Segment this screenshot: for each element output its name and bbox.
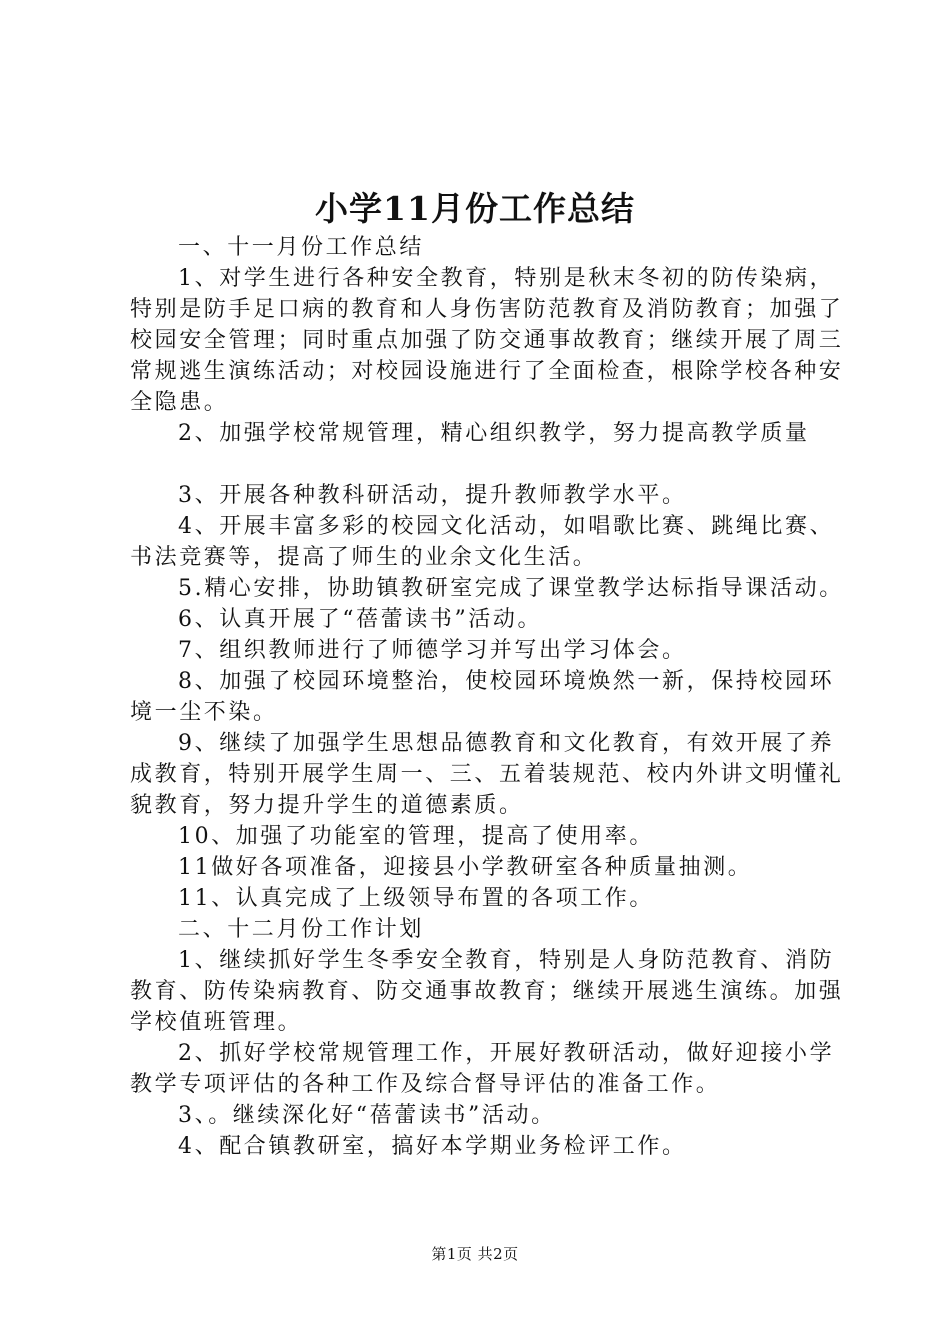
paragraph-item: 7、组织教师进行了师德学习并写出学习体会。 [178, 638, 687, 663]
paragraph-item: 2、抓好学校常规管理工作，开展好教研活动，做好迎接小学教学专项评估的各种工作及综合督导评估的准备工作。 [130, 1041, 835, 1097]
page-number-footer: 第1页 共2页 [431, 1245, 519, 1263]
paragraph-item: 11、认真完成了上级领导布置的各项工作。 [178, 886, 654, 911]
paragraph-item: 4、开展丰富多彩的校园文化活动，如唱歌比赛、跳绳比赛、书法竞赛等，提高了师生的业余文化生活。 [130, 514, 835, 570]
paragraph-item: 8、加强了校园环境整治，使校园环境焕然一新，保持校园环境一尘不染。 [130, 669, 835, 725]
paragraph-item: 3、。继续深化好“蓓蕾读书”活动。 [178, 1103, 556, 1128]
paragraph-item: 1、继续抓好学生冬季安全教育，特别是人身防范教育、消防教育、防传染病教育、防交通事故教育；继续开展逃生演练。加强学校值班管理。 [130, 948, 844, 1035]
document-title: 小学11月份工作总结 [315, 189, 635, 228]
paragraph-item: 10、加强了功能室的管理，提高了使用率。 [178, 824, 654, 849]
section-heading-december: 二、十二月份工作计划 [178, 917, 425, 942]
paragraph-item: 2、加强学校常规管理，精心组织教学，努力提高教学质量 [178, 421, 810, 446]
document-body [130, 232, 855, 1162]
paragraph-item: 4、配合镇教研室，搞好本学期业务检评工作。 [178, 1134, 687, 1159]
paragraph-item: 5.精心安排，协助镇教研室完成了课堂教学达标指导课活动。 [178, 576, 844, 601]
section-heading-november: 一、十一月份工作总结 [178, 235, 425, 260]
blank-line [130, 449, 855, 480]
paragraph-item: 6、认真开展了“蓓蕾读书”活动。 [178, 607, 543, 632]
paragraph-item: 9、继续了加强学生思想品德教育和文化教育，有效开展了养成教育，特别开展学生周一、三、五着装规范、校内外讲文明懂礼貌教育，努力提升学生的道德素质。 [130, 731, 844, 818]
paragraph-item: 1、对学生进行各种安全教育，特别是秋末冬初的防传染病，特别是防手足口病的教育和人身伤害防范教育及消防教育；加强了校园安全管理；同时重点加强了防交通事故教育；继续开展了周三常规逃生演练活动；对校园设施进行了全面检查，根除学校各种安全隐患。 [130, 266, 844, 415]
paragraph-item: 11做好各项准备，迎接县小学教研室各种质量抽测。 [178, 855, 753, 880]
paragraph-item: 3、开展各种教科研活动，提升教师教学水平。 [178, 483, 687, 508]
